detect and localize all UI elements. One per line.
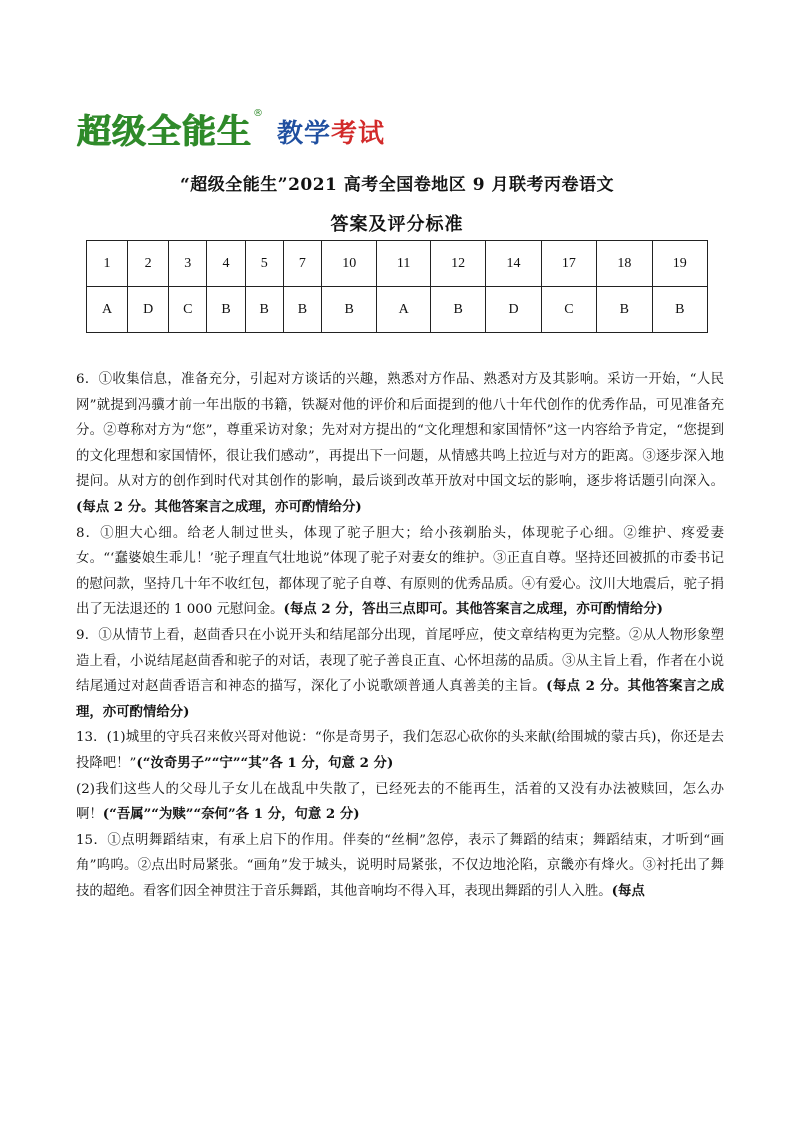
answer-letter: D bbox=[128, 287, 169, 333]
question-number: 5 bbox=[245, 241, 283, 287]
answer-letter: C bbox=[169, 287, 207, 333]
document-title: “超级全能生”2021 高考全国卷地区 9 月联考丙卷语文 bbox=[180, 175, 614, 195]
answer-explanations bbox=[76, 367, 724, 904]
question-number: 1 bbox=[87, 241, 128, 287]
answer-letter: B bbox=[652, 287, 707, 333]
logo-sub-text: 教学考试 bbox=[277, 119, 386, 149]
logo bbox=[77, 108, 385, 152]
scoring-note: (每点 2 分，答出三点即可。其他答案言之成理，亦可酌情给分) bbox=[283, 601, 664, 618]
document-subtitle: 答案及评分标准 bbox=[330, 214, 464, 235]
question-number: 18 bbox=[597, 241, 652, 287]
answer-letter: B bbox=[245, 287, 283, 333]
answer-letter: A bbox=[87, 287, 128, 333]
answer-letter: A bbox=[377, 287, 431, 333]
question-number: 17 bbox=[541, 241, 596, 287]
answer-letter: B bbox=[207, 287, 245, 333]
answer-letter: D bbox=[486, 287, 541, 333]
answer-letter: C bbox=[541, 287, 596, 333]
scoring-note: (“吾属”“为赎”“奈何”各 1 分，句意 2 分) bbox=[102, 806, 360, 823]
scoring-note: (每点 bbox=[611, 882, 645, 899]
question-number: 2 bbox=[128, 241, 169, 287]
question-number: 19 bbox=[652, 241, 707, 287]
question-number: 10 bbox=[322, 241, 377, 287]
answer-row bbox=[87, 287, 708, 333]
scoring-note: (“汝奇男子”“宁”“其”各 1 分，句意 2 分) bbox=[136, 754, 394, 771]
answer-letter: B bbox=[430, 287, 485, 333]
answer-paragraph-q6: 6．①收集信息，准备充分，引起对方谈话的兴趣，熟悉对方作品、熟悉对方及其影响。采访一开始，“人民网”就提到冯骥才前一年出版的书籍，铁凝对他的评价和后面提到的他八十年代创作的优秀作品，可见准备充分。②尊称对方为“您”，尊重采访对象；先对对方提出的“文化理想和家国情怀”这一内容给予肯定，“您提到的文化理想和家国情怀，很让我们感动”，再提出下一问题，从情感共鸣上拉近与对方的距离。③逐步深入地提问。从对方的创作到时代对其创作的影响，最后谈到改革开放对中国文坛的影响，逐步将话题引向深入。(每点 2 分。其他答案言之成理，亦可酌情给分) bbox=[76, 372, 724, 515]
answer-paragraph-q13-1: 13．(1)城里的守兵召来攸兴哥对他说：“你是奇男子，我们怎忍心砍你的头来献(给围城的蒙古兵)，你还是去投降吧！”(“汝奇男子”“宁”“其”各 1 分，句意 2 分) bbox=[76, 730, 724, 771]
registered-mark: ® bbox=[253, 108, 263, 119]
answer-paragraph-q8: 8．①胆大心细。给老人制过世头，体现了驼子胆大；给小孩剃胎头，体现驼子心细。②维护、疼爱妻女。“‘蠢婆娘生乖儿！’驼子理直气壮地说”体现了驼子对妻女的维护。③正直自尊。坚持还回被抓的市委书记的慰问款，坚持几十年不收红包，都体现了驼子自尊、有原则的优秀品质。④有爱心。汶川大地震后，驼子捐出了无法退还的 1 000 元慰问金。(每点 2 分，答出三点即可。其他答案言之成理，亦可酌情给分) bbox=[76, 525, 724, 618]
answer-letter: B bbox=[322, 287, 377, 333]
answer-paragraph-q13-2: (2)我们这些人的父母儿子女儿在战乱中失散了，已经死去的不能再生，活着的又没有办法被赎回，怎么办啊！(“吾属”“为赎”“奈何”各 1 分，句意 2 分) bbox=[76, 781, 724, 823]
scoring-note: (每点 2 分。其他答案言之成理，亦可酌情给分) bbox=[76, 498, 362, 515]
question-number: 7 bbox=[283, 241, 321, 287]
question-number: 12 bbox=[430, 241, 485, 287]
question-number: 14 bbox=[486, 241, 541, 287]
answer-table bbox=[86, 240, 708, 333]
question-number: 3 bbox=[169, 241, 207, 287]
scoring-note: (每点 2 分。其他答案言之成理，亦可酌情给分) bbox=[76, 678, 725, 720]
answer-paragraph-q9: 9．①从情节上看，赵茴香只在小说开头和结尾部分出现，首尾呼应，使文章结构更为完整。②从人物形象塑造上看，小说结尾赵茴香和驼子的对话，表现了驼子善良正直、心怀坦荡的品质。③从主旨上看，作者在小说结尾通过对赵茴香语言和神态的描写，深化了小说歌颂普通人真善美的主旨。(每点 2 分。其他答案言之成理，亦可酌情给分) bbox=[76, 627, 725, 720]
answer-letter: B bbox=[283, 287, 321, 333]
answer-letter: B bbox=[597, 287, 652, 333]
answer-paragraph-q15: 15．①点明舞蹈结束，有承上启下的作用。伴奏的“丝桐”忽停，表示了舞蹈的结束；舞蹈结束，才听到“画角”呜呜。②点出时局紧张。“画角”发于城头，说明时局紧张，不仅边地沦陷，京畿亦有烽火。③衬托出了舞技的超绝。看客们因全神贯注于音乐舞蹈，其他音响均不得入耳，表现出舞蹈的引人入胜。(每点 bbox=[76, 832, 724, 899]
question-number-row bbox=[87, 241, 708, 287]
question-number: 4 bbox=[207, 241, 245, 287]
logo-main-text: 超级全能生 bbox=[77, 112, 252, 152]
question-number: 11 bbox=[377, 241, 431, 287]
